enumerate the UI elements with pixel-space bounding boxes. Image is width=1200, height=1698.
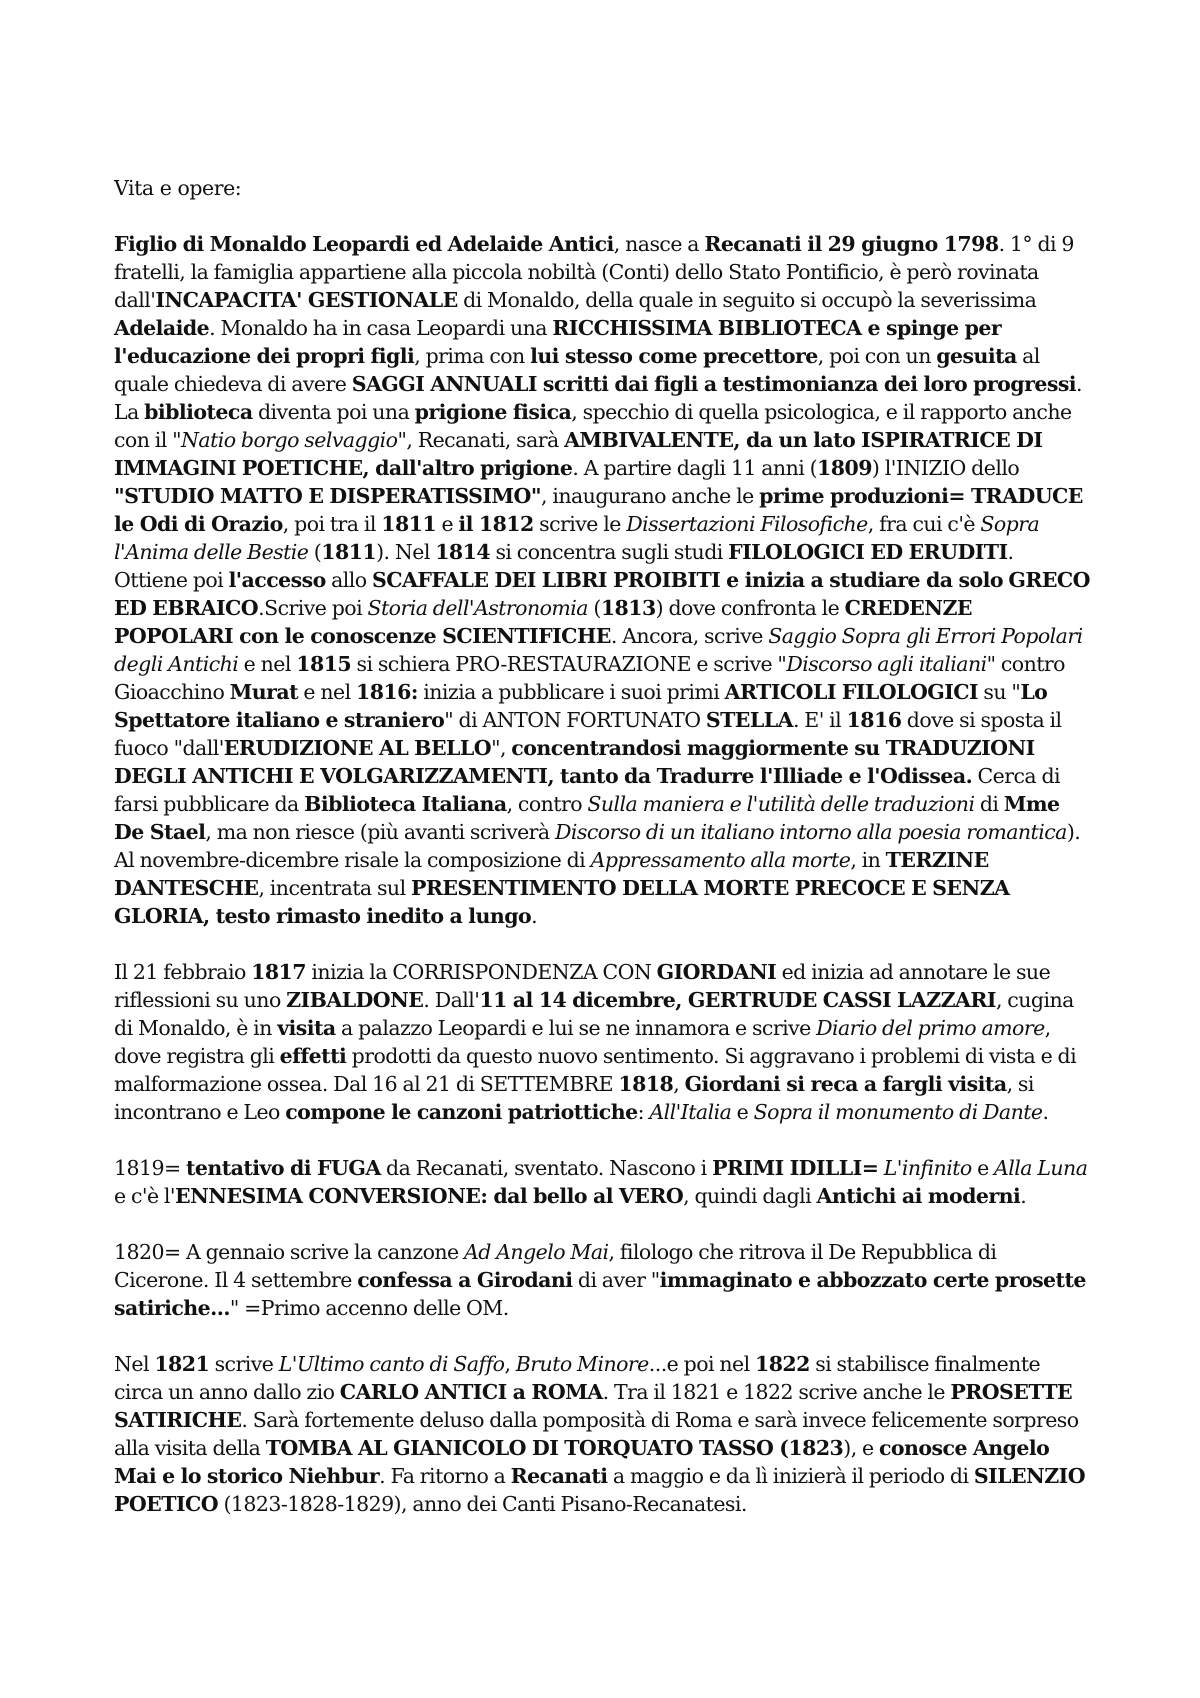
- text-run: , specchio di quella psicologica, e il rapporto anche con il ": [114, 400, 1072, 452]
- bold-text: ZIBALDONE: [286, 988, 424, 1012]
- bold-text: 1822: [754, 1352, 810, 1376]
- text-run: , cugina di Monaldo, è in: [114, 988, 1074, 1040]
- bold-text: TERZINE DANTESCHE: [114, 848, 989, 900]
- paragraph-1: [114, 230, 1090, 930]
- bold-text: FILOLOGICI ED ERUDITI: [728, 540, 1008, 564]
- text-run: , dove registra gli: [114, 1016, 1051, 1068]
- text-run: ...e poi nel: [648, 1352, 755, 1376]
- text-run: prodotti da questo nuovo sentimento. Si aggravano i problemi di vista e di malformazione ossea. Dal 16 al 21 di SETTEMBRE: [114, 1044, 1077, 1096]
- text-run: ,: [673, 1072, 685, 1096]
- bold-text: Giordani si reca a fargli visita: [684, 1072, 1007, 1096]
- text-run: da Recanati, sventato. Nascono i: [380, 1156, 713, 1180]
- document-body: [114, 230, 1090, 1518]
- text-run: . 1° di 9 fratelli, la famiglia appartiene alla piccola nobiltà (Conti) dello Stato Pontificio, è però rovinata dall': [114, 232, 1074, 312]
- italic-title: L'infinito: [883, 1156, 972, 1180]
- text-run: e: [731, 1100, 754, 1124]
- bold-text: Antichi ai moderni: [816, 1184, 1021, 1208]
- bold-text: Lo Spettatore italiano e straniero: [114, 680, 1048, 732]
- paragraph-5: [114, 1350, 1090, 1518]
- bold-text: "STUDIO MATTO E DISPERATISSIMO": [114, 484, 541, 508]
- text-run: si stabilisce finalmente circa un anno dallo zio: [114, 1352, 1041, 1404]
- bold-text: conosce Angelo Mai e lo storico Niehbur: [114, 1436, 1050, 1488]
- bold-text: ENNESIMA CONVERSIONE: dal bello al VERO: [175, 1184, 684, 1208]
- bold-text: confessa a Girodani: [357, 1268, 573, 1292]
- text-run: ", Recanati, sarà: [397, 428, 565, 452]
- bold-text: INCAPACITA' GESTIONALE: [155, 288, 458, 312]
- text-run: Il 21 febbraio: [114, 960, 252, 984]
- text-run: . Dall': [423, 988, 480, 1012]
- bold-text: 11 al 14 dicembre, GERTRUDE CASSI LAZZARI: [479, 988, 996, 1012]
- italic-title: Appressamento alla morte: [590, 848, 851, 872]
- text-run: e c'è l': [114, 1184, 176, 1208]
- text-run: a palazzo Leopardi e lui se ne innamora e scrive: [335, 1016, 817, 1040]
- italic-title: All'Italia: [649, 1100, 732, 1124]
- bold-text: ARTICOLI FILOLOGICI: [724, 680, 979, 704]
- italic-title: Bruto Minore: [515, 1352, 649, 1376]
- bold-text: prime produzioni= TRADUCE le Odi di Orazio: [114, 484, 1083, 536]
- bold-text: compone le canzoni patriottiche: [285, 1100, 638, 1124]
- bold-text: gesuita: [936, 344, 1017, 368]
- bold-text: GIORDANI: [656, 960, 777, 984]
- text-run: si schiera PRO-RESTAURAZIONE e scrive ": [351, 652, 787, 676]
- text-run: a maggio e da lì inizierà il periodo di: [607, 1464, 974, 1488]
- text-run: .: [531, 904, 538, 928]
- text-run: Cerca di farsi pubblicare da: [114, 764, 1061, 816]
- text-run: " =Primo accenno delle OM.: [229, 1296, 509, 1320]
- italic-title: Discorso di un italiano intorno alla poesia romantica: [554, 820, 1067, 844]
- bold-text: il 1812: [458, 512, 534, 536]
- text-run: (: [308, 540, 322, 564]
- text-run: scrive le: [533, 512, 627, 536]
- text-run: ed inizia ad annotare le sue riflessioni su uno: [114, 960, 1051, 1012]
- text-run: inizia la CORRISPONDENZA CON: [305, 960, 657, 984]
- text-run: . E' il: [792, 708, 847, 732]
- bold-text: visita: [277, 1016, 336, 1040]
- paragraph-2: [114, 958, 1090, 1126]
- text-run: e: [436, 512, 459, 536]
- bold-text: 1813: [600, 596, 656, 620]
- bold-text: TOMBA AL GIANICOLO DI TORQUATO TASSO (1823: [265, 1436, 844, 1460]
- text-run: " di ANTON FORTUNATO: [444, 708, 706, 732]
- bold-text: concentrandosi maggiormente su TRADUZIONI DEGLI ANTICHI E VOLGARIZZAMENTI, tanto da Tradurre l'Illiade e l'Odissea.: [114, 736, 1035, 788]
- text-run: , poi tra il: [282, 512, 382, 536]
- bold-text: 1818: [618, 1072, 674, 1096]
- text-run: 1820= A gennaio scrive la canzone: [114, 1240, 464, 1264]
- text-run: , contro: [506, 792, 588, 816]
- paragraph-4: [114, 1238, 1090, 1322]
- bold-text: CREDENZE POPOLARI con le conoscenze SCIENTIFICHE: [114, 596, 972, 648]
- text-run: . Ancora, scrive: [610, 624, 769, 648]
- bold-text: Figlio di Monaldo Leopardi ed Adelaide Antici: [114, 232, 614, 256]
- text-run: diventa poi una: [252, 400, 415, 424]
- bold-text: 1816: [846, 708, 902, 732]
- italic-title: Ad Angelo Mai: [463, 1240, 609, 1264]
- bold-text: PROSETTE SATIRICHE: [114, 1380, 1073, 1432]
- text-run: di aver ": [572, 1268, 660, 1292]
- text-run: , nasce a: [613, 232, 705, 256]
- text-run: ). Nel: [376, 540, 436, 564]
- bold-text: PRESENTIMENTO DELLA MORTE PRECOCE E SENZA GLORIA, testo rimasto inedito a lungo: [114, 876, 1010, 928]
- text-run: e nel: [238, 652, 297, 676]
- text-run: , fra cui c'è: [867, 512, 981, 536]
- text-run: allo: [325, 568, 372, 592]
- bold-text: RICCHISSIMA BIBLIOTECA e spinge per l'educazione dei propri figli: [114, 316, 1002, 368]
- bold-text: 1809: [817, 456, 872, 480]
- text-run: , poi con un: [817, 344, 937, 368]
- text-run: su ": [978, 680, 1021, 704]
- italic-title: Dissertazioni Filosofiche: [626, 512, 868, 536]
- bold-text: SILENZIO POETICO: [114, 1464, 1086, 1516]
- italic-title: Alla Luna: [994, 1156, 1088, 1180]
- paragraph-3: [114, 1154, 1090, 1210]
- bold-text: 1816:: [355, 680, 418, 704]
- bold-text: SAGGI ANNUALI scritti dai figli a testimonianza dei loro progressi: [351, 372, 1077, 396]
- text-run: .Scrive poi: [258, 596, 368, 620]
- text-run: . Ottiene poi: [114, 540, 1014, 592]
- text-run: . Sarà fortemente deluso dalla pomposità di Roma e sarà invece felicemente sorpreso alla visita della: [114, 1408, 1079, 1460]
- text-run: , ma non riesce (più avanti scriverà: [205, 820, 555, 844]
- text-run: ), e: [843, 1436, 879, 1460]
- bold-text: Recanati il 29 giugno 1798: [704, 232, 999, 256]
- bold-text: Adelaide: [114, 316, 210, 340]
- text-run: , inaugurano anche le: [541, 484, 760, 508]
- text-run: inizia a pubblicare i suoi primi: [417, 680, 725, 704]
- text-run: . Fa ritorno a: [379, 1464, 511, 1488]
- bold-text: prigione fisica: [414, 400, 572, 424]
- text-run: si concentra sugli studi: [490, 540, 729, 564]
- italic-title: Sopra il monumento di Dante: [753, 1100, 1043, 1124]
- text-run: .: [1020, 1184, 1027, 1208]
- bold-text: Recanati: [510, 1464, 608, 1488]
- bold-text: ERUDIZIONE AL BELLO: [223, 736, 492, 760]
- text-run: e: [971, 1156, 995, 1180]
- italic-title: Sulla maniera e l'utilità delle traduzioni: [587, 792, 975, 816]
- text-run: , incentrata sul: [258, 876, 411, 900]
- bold-text: SCAFFALE DEI LIBRI PROIBITI e inizia a studiare da solo: [371, 568, 1003, 592]
- italic-title: Diario del primo amore: [816, 1016, 1045, 1040]
- text-run: 1819=: [114, 1156, 186, 1180]
- bold-text: 1811: [381, 512, 437, 536]
- text-run: e nel: [298, 680, 356, 704]
- italic-title: Sopra l'Anima delle Bestie: [114, 512, 1040, 564]
- text-run: dove si sposta il fuoco "dall': [114, 708, 1062, 760]
- text-run: , prima con: [414, 344, 531, 368]
- text-run: Nel: [114, 1352, 155, 1376]
- text-run: . Tra il 1821 e 1822 scrive anche le: [602, 1380, 951, 1404]
- document-heading: Vita e opere:: [114, 176, 242, 200]
- text-run: di: [974, 792, 1004, 816]
- bold-text: 1817: [251, 960, 306, 984]
- italic-title: Discorso agli italiani: [786, 652, 987, 676]
- text-run: , in: [850, 848, 886, 872]
- bold-text: effetti: [279, 1044, 347, 1068]
- text-run: (1823-1828-1829), anno dei Canti Pisano-Recanatesi.: [218, 1492, 747, 1516]
- text-run: (: [587, 596, 601, 620]
- bold-text: PRIMI IDILLI=: [712, 1156, 879, 1180]
- text-run: di Monaldo, della quale in seguito si occupò la severissima: [457, 288, 1037, 312]
- text-run: , filologo che ritrova il De Repubblica di Cicerone. Il 4 settembre: [114, 1240, 997, 1292]
- bold-text: biblioteca: [144, 400, 253, 424]
- text-run: .: [1042, 1100, 1049, 1124]
- bold-text: 1814: [435, 540, 491, 564]
- bold-text: lui stesso come precettore: [530, 344, 818, 368]
- text-run: ). Al novembre-dicembre risale la composizione di: [114, 820, 1081, 872]
- bold-text: STELLA: [705, 708, 793, 732]
- italic-title: Natio borgo selvaggio: [181, 428, 398, 452]
- text-run: . A partire dagli 11 anni (: [572, 456, 818, 480]
- bold-text: Mme De Stael: [114, 792, 1060, 844]
- bold-text: AMBIVALENTE, da un lato ISPIRATRICE DI IMMAGINI POETICHE, dall'altro prigione: [114, 428, 1043, 480]
- text-run: ",: [491, 736, 512, 760]
- text-run: ) l'INIZIO dello: [871, 456, 1020, 480]
- bold-text: Biblioteca Italiana: [304, 792, 507, 816]
- bold-text: 1811: [321, 540, 377, 564]
- bold-text: Murat: [229, 680, 299, 704]
- text-run: ) dove confronta le: [655, 596, 845, 620]
- text-run: " contro Gioacchino: [114, 652, 1065, 704]
- text-run: ,: [504, 1352, 516, 1376]
- text-run: , quindi dagli: [683, 1184, 817, 1208]
- bold-text: immaginato e abbozzato certe prosette satiriche...: [114, 1268, 1086, 1320]
- text-run: , si incontrano e Leo: [114, 1072, 1034, 1124]
- bold-text: tentativo di FUGA: [185, 1156, 381, 1180]
- bold-text: 1821: [154, 1352, 210, 1376]
- italic-title: L'Ultimo canto di Saffo: [278, 1352, 505, 1376]
- bold-text: l'accesso: [228, 568, 326, 592]
- italic-title: Saggio Sopra gli Errori Popolari degli Antichi: [114, 624, 1083, 676]
- text-run: . La: [114, 372, 1083, 424]
- bold-text: 1815: [296, 652, 352, 676]
- bold-text: GRECO ED EBRAICO: [114, 568, 1090, 620]
- italic-title: Storia dell'Astronomia: [367, 596, 588, 620]
- text-run: :: [637, 1100, 650, 1124]
- text-run: . Monaldo ha in casa Leopardi una: [209, 316, 553, 340]
- bold-text: CARLO ANTICI a ROMA: [339, 1380, 603, 1404]
- text-run: al quale chiedeva di avere: [114, 344, 1040, 396]
- text-run: scrive: [209, 1352, 279, 1376]
